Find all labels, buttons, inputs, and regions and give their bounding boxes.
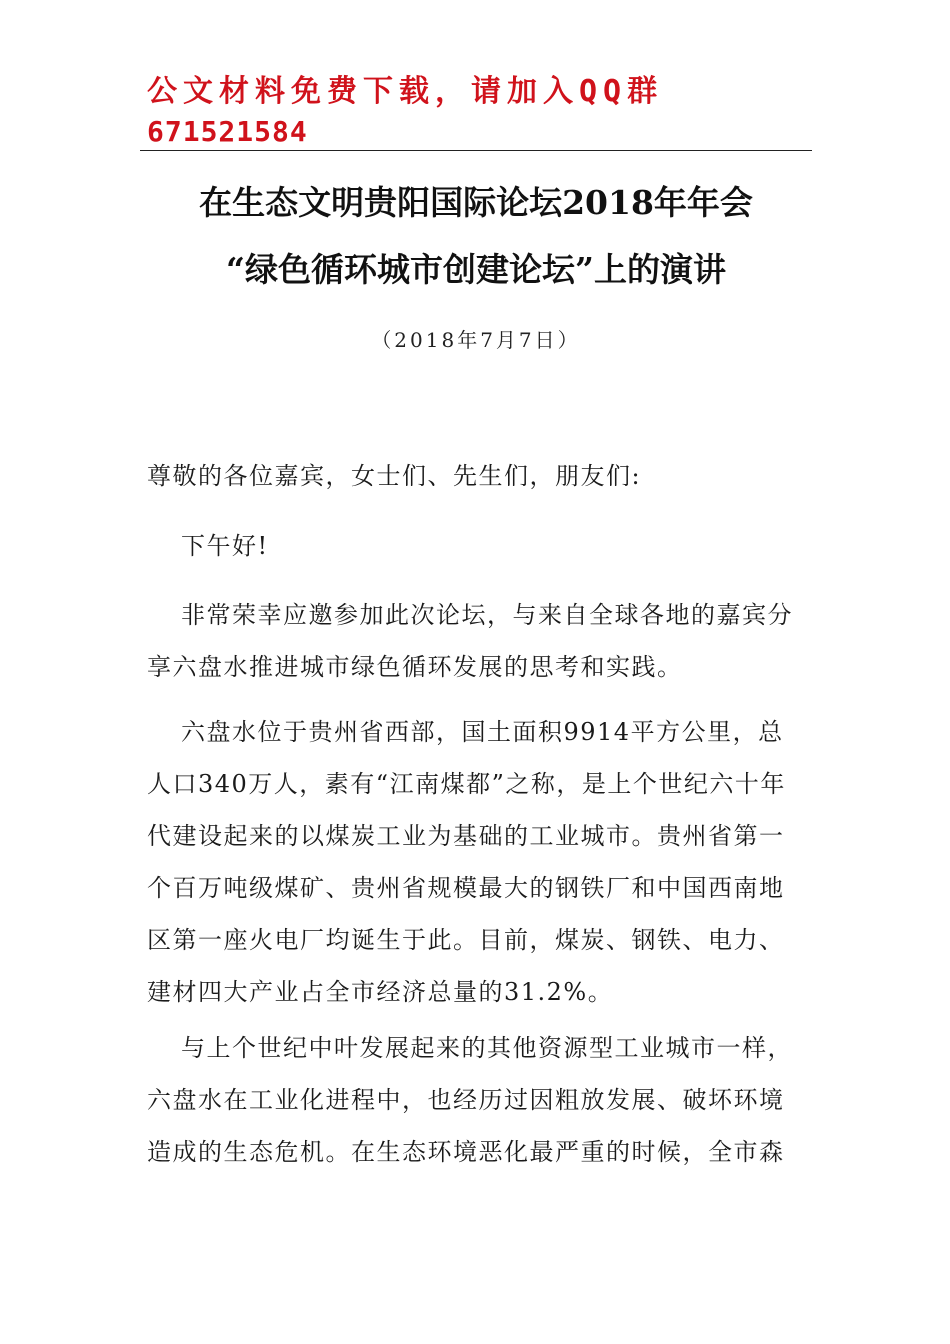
banner-qq-number: 671521584	[147, 115, 308, 148]
header-divider	[140, 150, 812, 151]
banner-line-1: 公文材料免费下载，请加入QQ群	[147, 74, 664, 109]
paragraph: 六盘水位于贵州省西部，国土面积9914平方公里，总人口340万人，素有“江南煤都”之称，是上个世纪六十年代建设起来的以煤炭工业为基础的工业城市。贵州省第一个百万吨级煤矿、贵州省规模最大的钢铁厂和中国西南地区第一座火电厂均诞生于此。目前，煤炭、钢铁、电力、建材四大产业占全市经济总量的31.2%。	[147, 718, 786, 1006]
paragraph: 非常荣幸应邀参加此次论坛，与来自全球各地的嘉宾分享六盘水推进城市绿色循环发展的思考和实践。	[147, 601, 793, 681]
download-banner	[147, 72, 812, 152]
speech-title-line-2: “绿色循环城市创建论坛”上的演讲	[226, 250, 726, 289]
salutation: 尊敬的各位嘉宾，女士们、先生们，朋友们:	[147, 462, 642, 490]
greeting: 下午好!	[181, 532, 269, 560]
speech-title-line-1: 在生态文明贵阳国际论坛2018年年会	[199, 183, 753, 222]
paragraph: 与上个世纪中叶发展起来的其他资源型工业城市一样，六盘水在工业化进程中，也经历过因粗放发展、破坏环境造成的生态危机。在生态环境恶化最严重的时候，全市森	[147, 1034, 793, 1166]
speech-date: （2018年7月7日）	[371, 328, 581, 352]
